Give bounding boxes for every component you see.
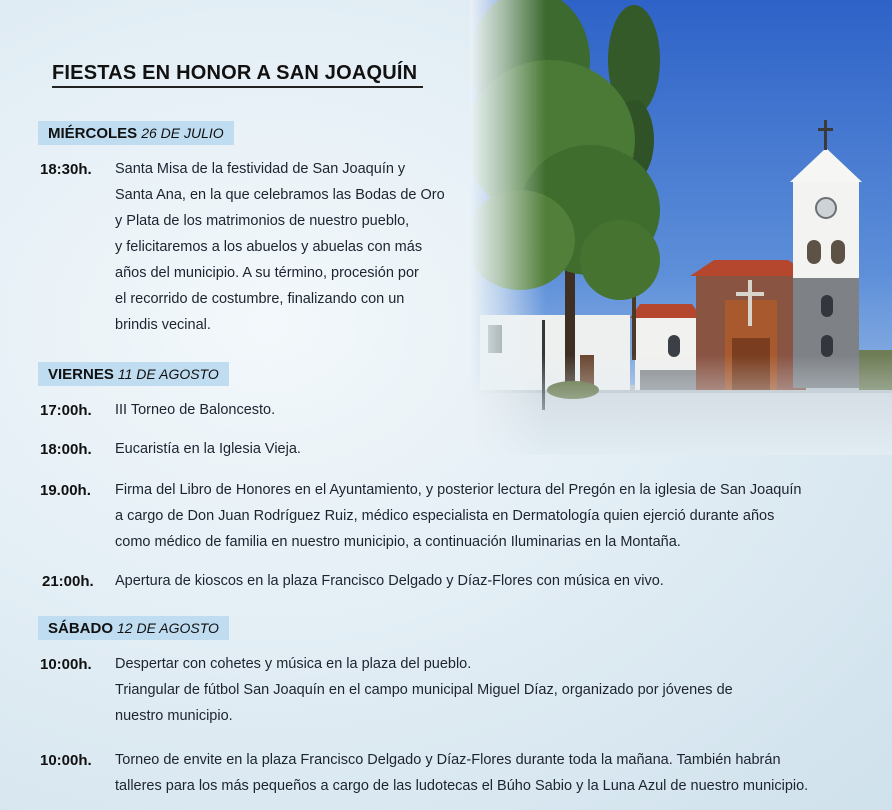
event-line: brindis vecinal.: [115, 317, 211, 333]
event-line: años del municipio. A su término, procesión por: [115, 265, 419, 281]
day-date: 11 DE AGOSTO: [117, 366, 219, 382]
event-line: talleres para los más pequeños a cargo de las ludotecas el Búho Sabio y la Luna Azul de nuestro municipio.: [115, 778, 809, 794]
event-description: [115, 477, 855, 555]
day-name: SÁBADO: [48, 620, 114, 637]
day-header-wednesday: [38, 121, 234, 145]
event-line: Firma del Libro de Honores en el Ayuntamiento, y posterior lectura del Pregón en la iglesia de San Joaquín: [115, 482, 802, 498]
event-description: [115, 156, 452, 338]
event-line: Apertura de kioscos en la plaza Francisco Delgado y Díaz-Flores con música en vivo.: [115, 573, 664, 589]
event-time: 10:00h.: [40, 752, 92, 769]
day-header-saturday: [38, 616, 229, 640]
event-line: Torneo de envite en la plaza Francisco Delgado y Díaz-Flores durante toda la mañana. También habrán: [115, 752, 781, 768]
event-line: Triangular de fútbol San Joaquín en el campo municipal Miguel Díaz, organizado por jóvenes de: [115, 682, 733, 698]
event-line: como médico de familia en nuestro municipio, a continuación Iluminarias en la Montaña.: [115, 534, 681, 550]
event-line: el recorrido de costumbre, finalizando con un: [115, 291, 405, 307]
day-date: 26 DE JULIO: [141, 125, 224, 141]
event-description: [115, 568, 664, 594]
event-line: Despertar con cohetes y música en la plaza del pueblo.: [115, 656, 472, 672]
event-line: III Torneo de Baloncesto.: [115, 402, 276, 418]
event-time: 19.00h.: [40, 482, 91, 499]
event-line: Santa Ana, en la que celebramos las Bodas de Oro: [115, 187, 445, 203]
event-time: 18:30h.: [40, 161, 92, 178]
event-description: [115, 651, 733, 729]
event-time: 18:00h.: [40, 441, 92, 458]
event-time: 21:00h.: [42, 573, 94, 590]
event-description: [115, 436, 301, 462]
page-title: FIESTAS EN HONOR A SAN JOAQUÍN: [52, 62, 423, 88]
event-description: [115, 747, 860, 799]
event-line: a cargo de Don Juan Rodríguez Ruiz, médico especialista en Dermatología quien ejerció durante años: [115, 508, 775, 524]
event-line: Eucaristía en la Iglesia Vieja.: [115, 441, 301, 457]
event-line: y felicitaremos a los abuelos y abuelas con más: [115, 239, 423, 255]
day-name: MIÉRCOLES: [48, 125, 138, 142]
event-line: Santa Misa de la festividad de San Joaquín y: [115, 161, 406, 177]
day-name: VIERNES: [48, 366, 114, 383]
event-line: y Plata de los matrimonios de nuestro pueblo,: [115, 213, 410, 229]
event-time: 17:00h.: [40, 402, 92, 419]
event-time: 10:00h.: [40, 656, 92, 673]
event-line: nuestro municipio.: [115, 708, 233, 724]
day-date: 12 DE AGOSTO: [117, 620, 219, 636]
church-photo: [470, 0, 892, 455]
day-header-friday: [38, 362, 229, 386]
event-description: [115, 397, 275, 423]
